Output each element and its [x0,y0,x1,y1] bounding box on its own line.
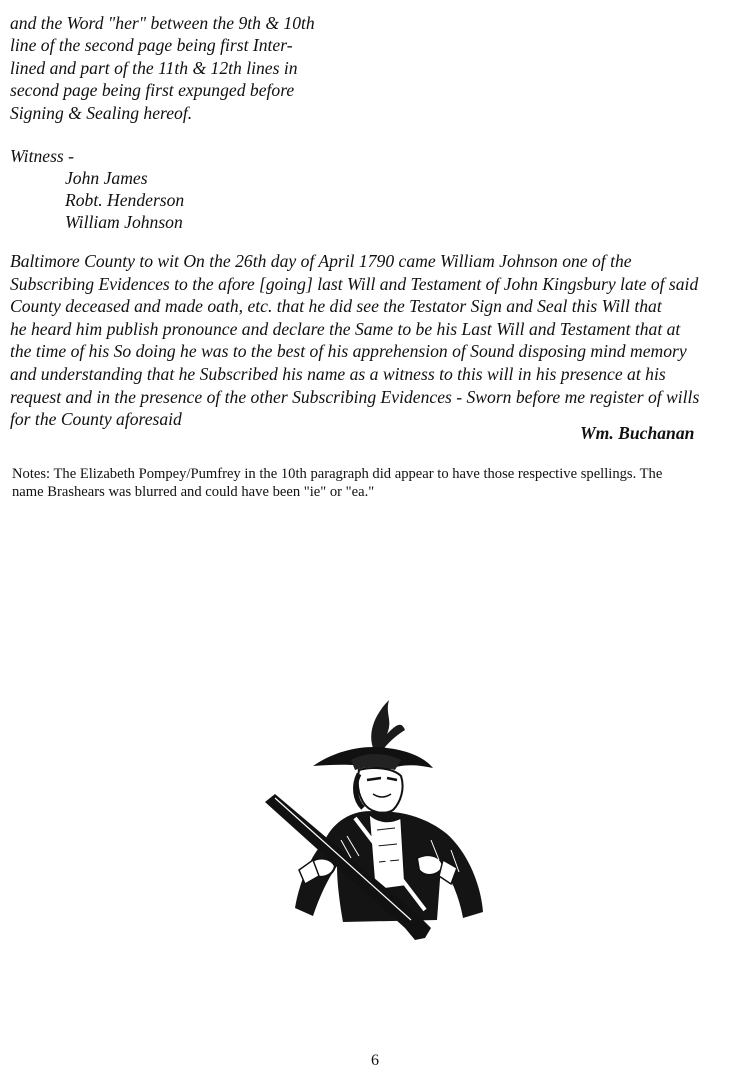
intro-line: line of the second page being first Inter- [10,35,293,56]
intro-line: Signing & Sealing hereof. [10,102,193,123]
affidavit-line: he heard him publish pronounce and declare the Same to be his Last Will and Testament that at [10,318,681,339]
witness-name: John James [65,168,148,188]
affidavit-line: County deceased and made oath, etc. that he did see the Testator Sign and Seal this Will that [10,296,662,317]
notes-line: name Brashears was blurred and could have been "ie" or "ea." [12,483,375,500]
notes-paragraph [12,466,742,501]
witness-name: William Johnson [65,212,183,232]
witness-name: Robt. Henderson [65,190,185,210]
intro-paragraph [10,12,530,124]
witness-label: Witness - [10,146,75,166]
affidavit-line: request and in the presence of the other Subscribing Evidences - Sworn before me register of wills [10,386,700,407]
minuteman-illustration [255,690,490,950]
witness-list [65,167,184,233]
affidavit-line: and understanding that he Subscribed his name as a witness to this will in his presence at his [10,363,666,384]
notes-line: Notes: The Elizabeth Pompey/Pumfrey in the 10th paragraph did appear to have those respective spellings. The [12,466,663,482]
affidavit-line: the time of his So doing he was to the best of his apprehension of Sound disposing mind memory [10,341,687,362]
affidavit-paragraph [10,250,740,431]
intro-line: lined and part of the 11th & 12th lines in [10,57,298,78]
page-number: 6 [371,1052,379,1069]
register-signature: Wm. Buchanan [580,423,695,443]
affidavit-line: Baltimore County to wit On the 26th day of April 1790 came William Johnson one of the [10,251,632,271]
affidavit-line: Subscribing Evidences to the afore [going] last Will and Testament of John Kingsbury late of said [10,273,699,294]
intro-line: second page being first expunged before [10,80,295,101]
hat-plume [371,700,405,752]
affidavit-line: for the County aforesaid [10,409,182,430]
intro-line: and the Word "her" between the 9th & 10th [10,13,315,33]
